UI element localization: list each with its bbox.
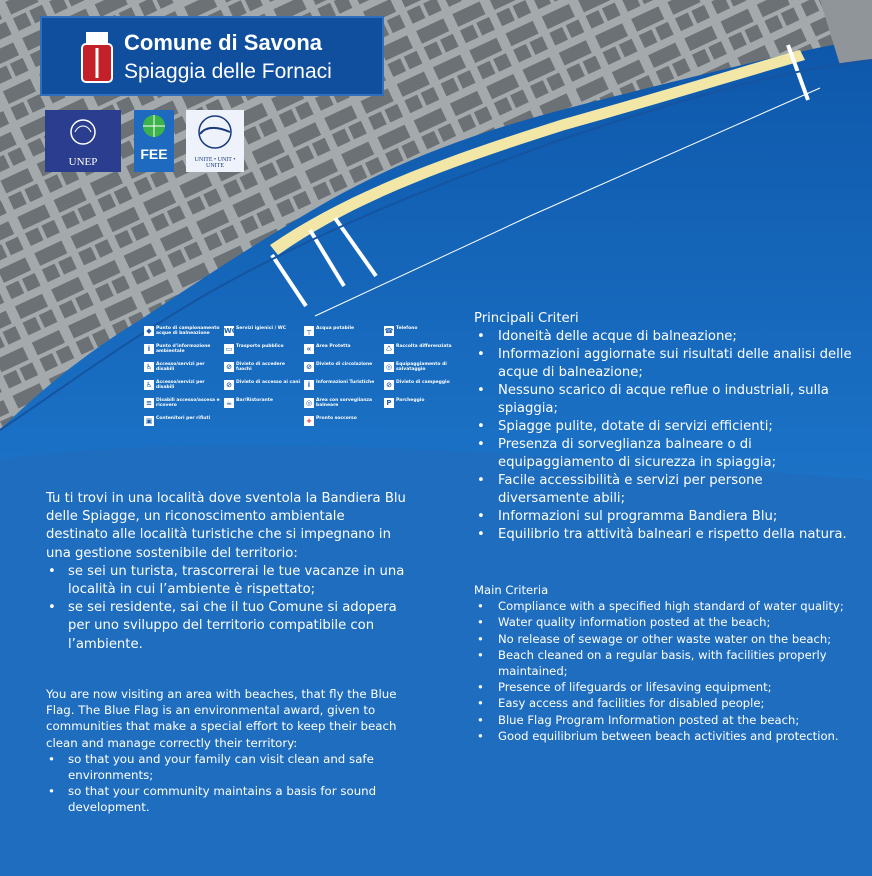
intro-en-bullet: • so that your community maintains a basis for sound development.	[46, 783, 406, 815]
criteria-it-title: Principali Criteri	[474, 311, 579, 326]
drop-icon: ◆	[144, 326, 154, 336]
bin-icon: ▣	[145, 417, 153, 425]
legend-label: Pronto soccorso	[316, 416, 357, 421]
legend-label: Punto di campionamento acque di balneazione	[156, 326, 220, 336]
intro-it-panel	[46, 490, 406, 654]
criteria-it-panel	[474, 310, 854, 544]
legend-item	[384, 362, 462, 372]
legend-label: Acqua potabile	[316, 326, 355, 331]
legend-item	[304, 362, 382, 372]
legend-item	[304, 326, 382, 336]
stripes-icon: ≡	[144, 398, 154, 408]
legend-label: Informazioni Turistiche	[316, 380, 375, 385]
list-item: • Easy access and facilities for disabled people;	[474, 695, 854, 711]
savona-crest-icon	[80, 30, 114, 86]
list-item: • Idoneità delle acque di balneazione;	[474, 328, 854, 346]
legend-label: Divieto di accedere fuochi	[236, 362, 285, 372]
list-item: • Informazioni aggiornate sui risultati delle analisi delle acque di balneazione;	[474, 346, 854, 382]
list-item: • Blue Flag Program Information posted at the beach;	[474, 712, 854, 728]
legend-label: Accesso/servizi per disabili	[156, 380, 205, 390]
legend-item	[304, 416, 382, 426]
criteria-en-list	[474, 598, 854, 744]
legend-label: Accesso/servizi per disabili	[156, 362, 205, 372]
legend-label: Divieto di accesso ai cani	[236, 380, 300, 385]
legend-item	[144, 326, 222, 336]
legend-item	[384, 398, 462, 408]
legend-item	[224, 344, 302, 354]
unep-logo	[45, 110, 121, 172]
criteria-en-title: Main Criteria	[474, 583, 549, 597]
legend-label: Area Protetta	[316, 344, 351, 349]
list-item: • Water quality information posted at the beach;	[474, 614, 854, 630]
list-item: • Spiagge pulite, dotate di servizi efficienti;	[474, 418, 854, 436]
legend-label: Divieto di campeggio	[396, 380, 450, 385]
legend-item	[384, 326, 462, 336]
phone-icon: ☎	[384, 327, 394, 335]
i-icon: i	[304, 380, 314, 390]
legend-label: Contenitori per rifiuti	[156, 416, 211, 421]
bar-icon: ☕	[225, 399, 233, 407]
legend-item	[144, 398, 222, 408]
legend-item	[144, 416, 222, 426]
legend-item	[384, 344, 462, 354]
intro-en-paragraph: You are now visiting an area with beaches, that fly the Blue Flag. The Blue Flag is an environmental award, given to communities that make a special effort to keep their beach clean and manage correctly their territory:	[46, 687, 397, 750]
list-item: • Beach cleaned on a regular basis, with facilities properly maintained;	[474, 647, 854, 679]
fee-logo	[134, 110, 174, 172]
header-panel	[40, 16, 384, 96]
list-item: • Nessuno scarico di acque reflue o industriali, sulla spiaggia;	[474, 382, 854, 418]
intro-it-paragraph: Tu ti trovi in una località dove sventola la Bandiera Blu delle Spiagge, un riconoscimento ambientale destinato alle località turistiche che si impegnano in una gestione sostenibile del territorio:	[46, 491, 406, 561]
legend-item	[144, 344, 222, 354]
legend-label: Servizi igienici / WC	[236, 326, 287, 331]
map-legend	[144, 326, 464, 446]
legend-item	[224, 362, 302, 372]
legend-label: Punto d'informazione ambientale	[156, 344, 211, 354]
wheelchair-icon: ♿	[145, 363, 153, 371]
fish-icon: ∝	[304, 344, 314, 354]
legend-item	[224, 398, 302, 408]
list-item: • Presence of lifeguards or lifesaving equipment;	[474, 679, 854, 695]
intro-en-panel	[46, 686, 406, 816]
bus-icon: ▭	[225, 345, 233, 353]
ring-icon: ◎	[385, 363, 393, 371]
wc-icon: WC	[224, 327, 237, 335]
legend-item	[144, 362, 222, 372]
criteria-en-panel	[474, 582, 854, 744]
page-subtitle: Spiaggia delle Fornaci	[124, 60, 332, 83]
ring-icon: ◎	[305, 399, 313, 407]
list-item: • Presenza di sorveglianza balneare o di equipaggiamento di sicurezza in spiaggia;	[474, 436, 854, 472]
fee-globe-icon	[134, 110, 174, 146]
tap-icon: ┬	[304, 326, 314, 336]
cross-icon: +	[304, 416, 314, 426]
P-icon: P	[384, 398, 394, 408]
legend-label: Equipaggiamento di salvataggio	[396, 362, 447, 372]
list-item: • Good equilibrium between beach activities and protection.	[474, 728, 854, 744]
legend-label: Bar/Ristorante	[236, 398, 273, 403]
no-icon: ⊘	[224, 362, 234, 372]
legend-label: Divieto di circolazione	[316, 362, 373, 367]
list-item: • Facile accessibilità e servizi per persone diversamente abili;	[474, 472, 854, 508]
fee-label: FEE	[140, 146, 168, 162]
legend-label: Disabili accesso/ascesa e ricovero	[156, 398, 220, 408]
legend-label: Raccolta differenziata	[396, 344, 452, 349]
wwo-logo	[186, 110, 244, 172]
page-title: Comune di Savona	[124, 30, 323, 55]
legend-item	[304, 398, 382, 408]
unep-emblem-icon	[45, 110, 121, 154]
criteria-it-list	[474, 328, 854, 544]
legend-item	[304, 380, 382, 390]
intro-it-bullet: • se sei residente, sai che il tuo Comune si adopera per uno sviluppo del territorio compatibile con l’ambiente.	[46, 599, 406, 654]
legend-item	[224, 326, 302, 336]
no-icon: ⊘	[224, 380, 234, 390]
no-icon: ⊘	[384, 380, 394, 390]
wwo-wave-icon	[186, 110, 244, 156]
list-item: • Compliance with a specified high standard of water quality;	[474, 598, 854, 614]
wheelchair-icon: ♿	[145, 381, 153, 389]
legend-item	[304, 344, 382, 354]
no-icon: ⊘	[304, 362, 314, 372]
legend-item	[224, 380, 302, 390]
intro-en-bullet: • so that you and your family can visit clean and safe environments;	[46, 751, 406, 783]
list-item: • Informazioni sul programma Bandiera Blu;	[474, 508, 854, 526]
legend-label: Trasporto pubblico	[236, 344, 284, 349]
recycle-icon: ♺	[385, 345, 393, 353]
intro-it-bullet: • se sei un turista, trascorrerai le tue vacanze in una località in cui l’ambiente è rispettato;	[46, 563, 406, 599]
unep-label: UNEP	[68, 156, 98, 168]
wwo-label: UNITE • UNIT • UNITE	[194, 157, 236, 169]
legend-label: Area con sorveglianza balneare	[316, 398, 373, 408]
legend-label: Parcheggio	[396, 398, 425, 403]
legend-item	[144, 380, 222, 390]
i-icon: i	[144, 344, 154, 354]
list-item: • No release of sewage or other waste water on the beach;	[474, 631, 854, 647]
list-item: • Equilibrio tra attività balneari e rispetto della natura.	[474, 526, 854, 544]
legend-label: Telefono	[396, 326, 418, 331]
legend-item	[384, 380, 462, 390]
